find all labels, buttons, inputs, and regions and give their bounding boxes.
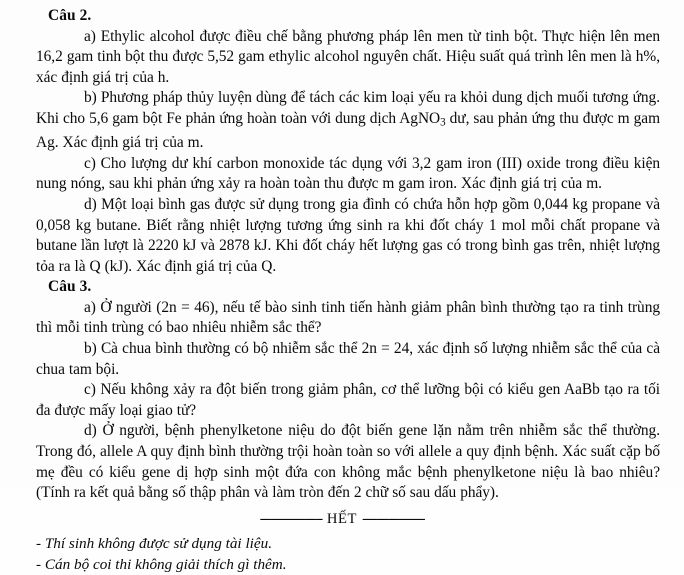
section-heading-cau-3: Câu 3. (48, 278, 92, 296)
question-item-3a: a) Ở người (2n = 46), nếu tế bào sinh tinh tiến hành giảm phân bình thường tạo ra tinh trùng thì mỗi tinh trùng có bao nhiêu nhiễm sắc thể? (36, 298, 660, 337)
dash-rule-right: ----------------- (362, 510, 425, 527)
question-item-2a: a) Ethylic alcohol được điều chế bằng phương pháp lên men từ tinh bột. Thực hiện lên men 16,2 gam tinh bột thu được 5,52 gam ethylic alcohol nguyên chất. Hiệu suất quá trình lên men là h%, xác định giá trị của h. (36, 27, 660, 86)
question-item-3c: c) Nếu không xảy ra đột biến trong giảm phân, cơ thể lưỡng bội có kiểu gen AaBb tạo ra tối đa được mấy loại giao tử? (36, 381, 660, 419)
question-item-2b: b) Phương pháp thủy luyện dùng để tách các kim loại yếu ra khỏi dung dịch muối tương ứng. Khi cho 5,6 gam bột Fe phản ứng hoàn toàn với dung dịch AgNO$_3$ dư, sau phản ứng thu được m gam Ag. Xác định giá trị của m. (36, 89, 660, 152)
question-block-cau-3 (36, 298, 660, 504)
question-item-2d: d) Một loại bình gas được sử dụng trong gia đình có chứa hỗn hợp gồm 0,044 kg propane và 0,058 kg butane. Biết rằng nhiệt lượng tương ứng sinh ra khi đốt cháy 1 mol mỗi chất propane và butane lần lượt là 2220 kJ và 2878 kJ. Khi đốt cháy hết lượng gas có trong bình gas trên, nhiệt lượng tỏa ra là Q (kJ). Xác định giá trị của Q. (36, 195, 660, 275)
question-block-cau-2 (36, 27, 660, 278)
footer-notes (24, 533, 660, 575)
dash-rule-left: ----------------- (259, 510, 322, 527)
footer-note-1: - Thí sinh không được sử dụng tài liệu. (36, 534, 273, 552)
question-item-3d: d) Ở người, bệnh phenylketone niệu do đột biến gene lặn nằm trên nhiễm sắc thể thường. Trong đó, allele A quy định bình thường trội hoàn toàn so với allele a quy định bệnh. Xác suất cặp bố mẹ đều có kiểu gene dị hợp sinh một đứa con không mắc bệnh phenylketone niệu là bao nhiêu? (Tính ra kết quả bằng số thập phân và làm tròn đến 2 chữ số sau dấu phẩy). (36, 422, 660, 502)
section-heading-cau-2: Câu 2. (48, 7, 92, 24)
question-item-3b: b) Cà chua bình thường có bộ nhiễm sắc thể 2n = 24, xác định số lượng nhiễm sắc thể của cà chua tam bội. (36, 339, 660, 378)
page-content (24, 6, 660, 575)
end-of-paper-marker (24, 509, 660, 529)
end-label: HẾT (326, 510, 358, 527)
question-item-2c: c) Cho lượng dư khí carbon monoxide tác dụng với 3,2 gam iron (III) oxide trong điều kiện nung nóng, sau khi phản ứng xảy ra hoàn toàn thu được m gam iron. Xác định giá trị của m. (36, 154, 660, 193)
footer-note-2: - Cán bộ coi thi không giải thích gì thêm. (36, 555, 287, 573)
